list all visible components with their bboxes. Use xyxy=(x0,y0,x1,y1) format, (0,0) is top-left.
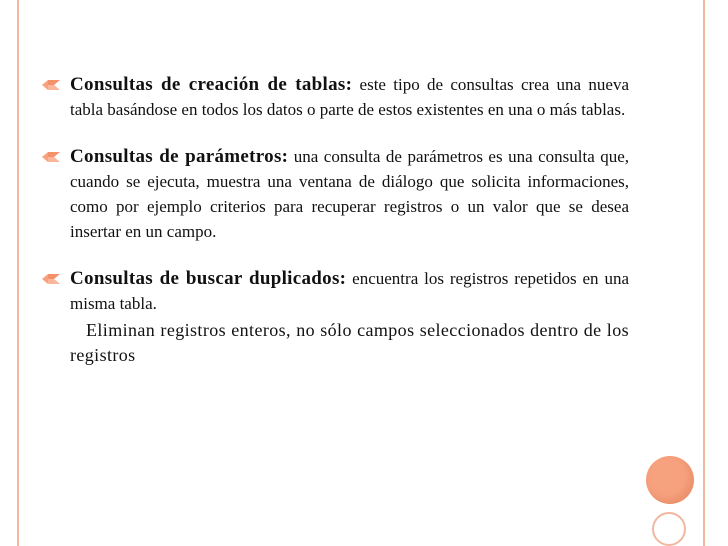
bullet-arrow-icon xyxy=(41,75,61,95)
bullet-extra-text: Eliminan registros enteros, no sólo campos seleccionados dentro de los registros xyxy=(70,320,629,365)
decorative-ring xyxy=(652,512,686,546)
decorative-circle xyxy=(646,456,694,504)
right-frame-line xyxy=(703,0,705,546)
bullet-term: Consultas de parámetros: xyxy=(70,146,289,167)
bullet-text: una consulta de parámetros es una consulta que, cuando se ejecuta, muestra una ventana de diálogo que solicita informaciones, como por ejemplo criterios para recuperar registros o un valor que se desea insertar en un campo. xyxy=(70,147,630,241)
bullet-creacion-tablas xyxy=(41,72,629,122)
bullet-term: Consultas de creación de tablas: xyxy=(70,74,353,95)
left-frame-line xyxy=(17,0,19,546)
bullet-duplicados xyxy=(41,266,629,368)
bullet-parametros xyxy=(41,144,629,244)
bullet-arrow-icon xyxy=(41,269,61,289)
bullet-text: este tipo de consultas crea una nueva tabla basándose en todos los datos o parte de estos existentes en una o más tablas. xyxy=(70,75,630,119)
bullet-arrow-icon xyxy=(41,147,61,167)
slide-content xyxy=(41,72,629,368)
bullet-text: encuentra los registros repetidos en una misma tabla. xyxy=(70,269,629,313)
bullet-term: Consultas de buscar duplicados: xyxy=(70,268,347,289)
